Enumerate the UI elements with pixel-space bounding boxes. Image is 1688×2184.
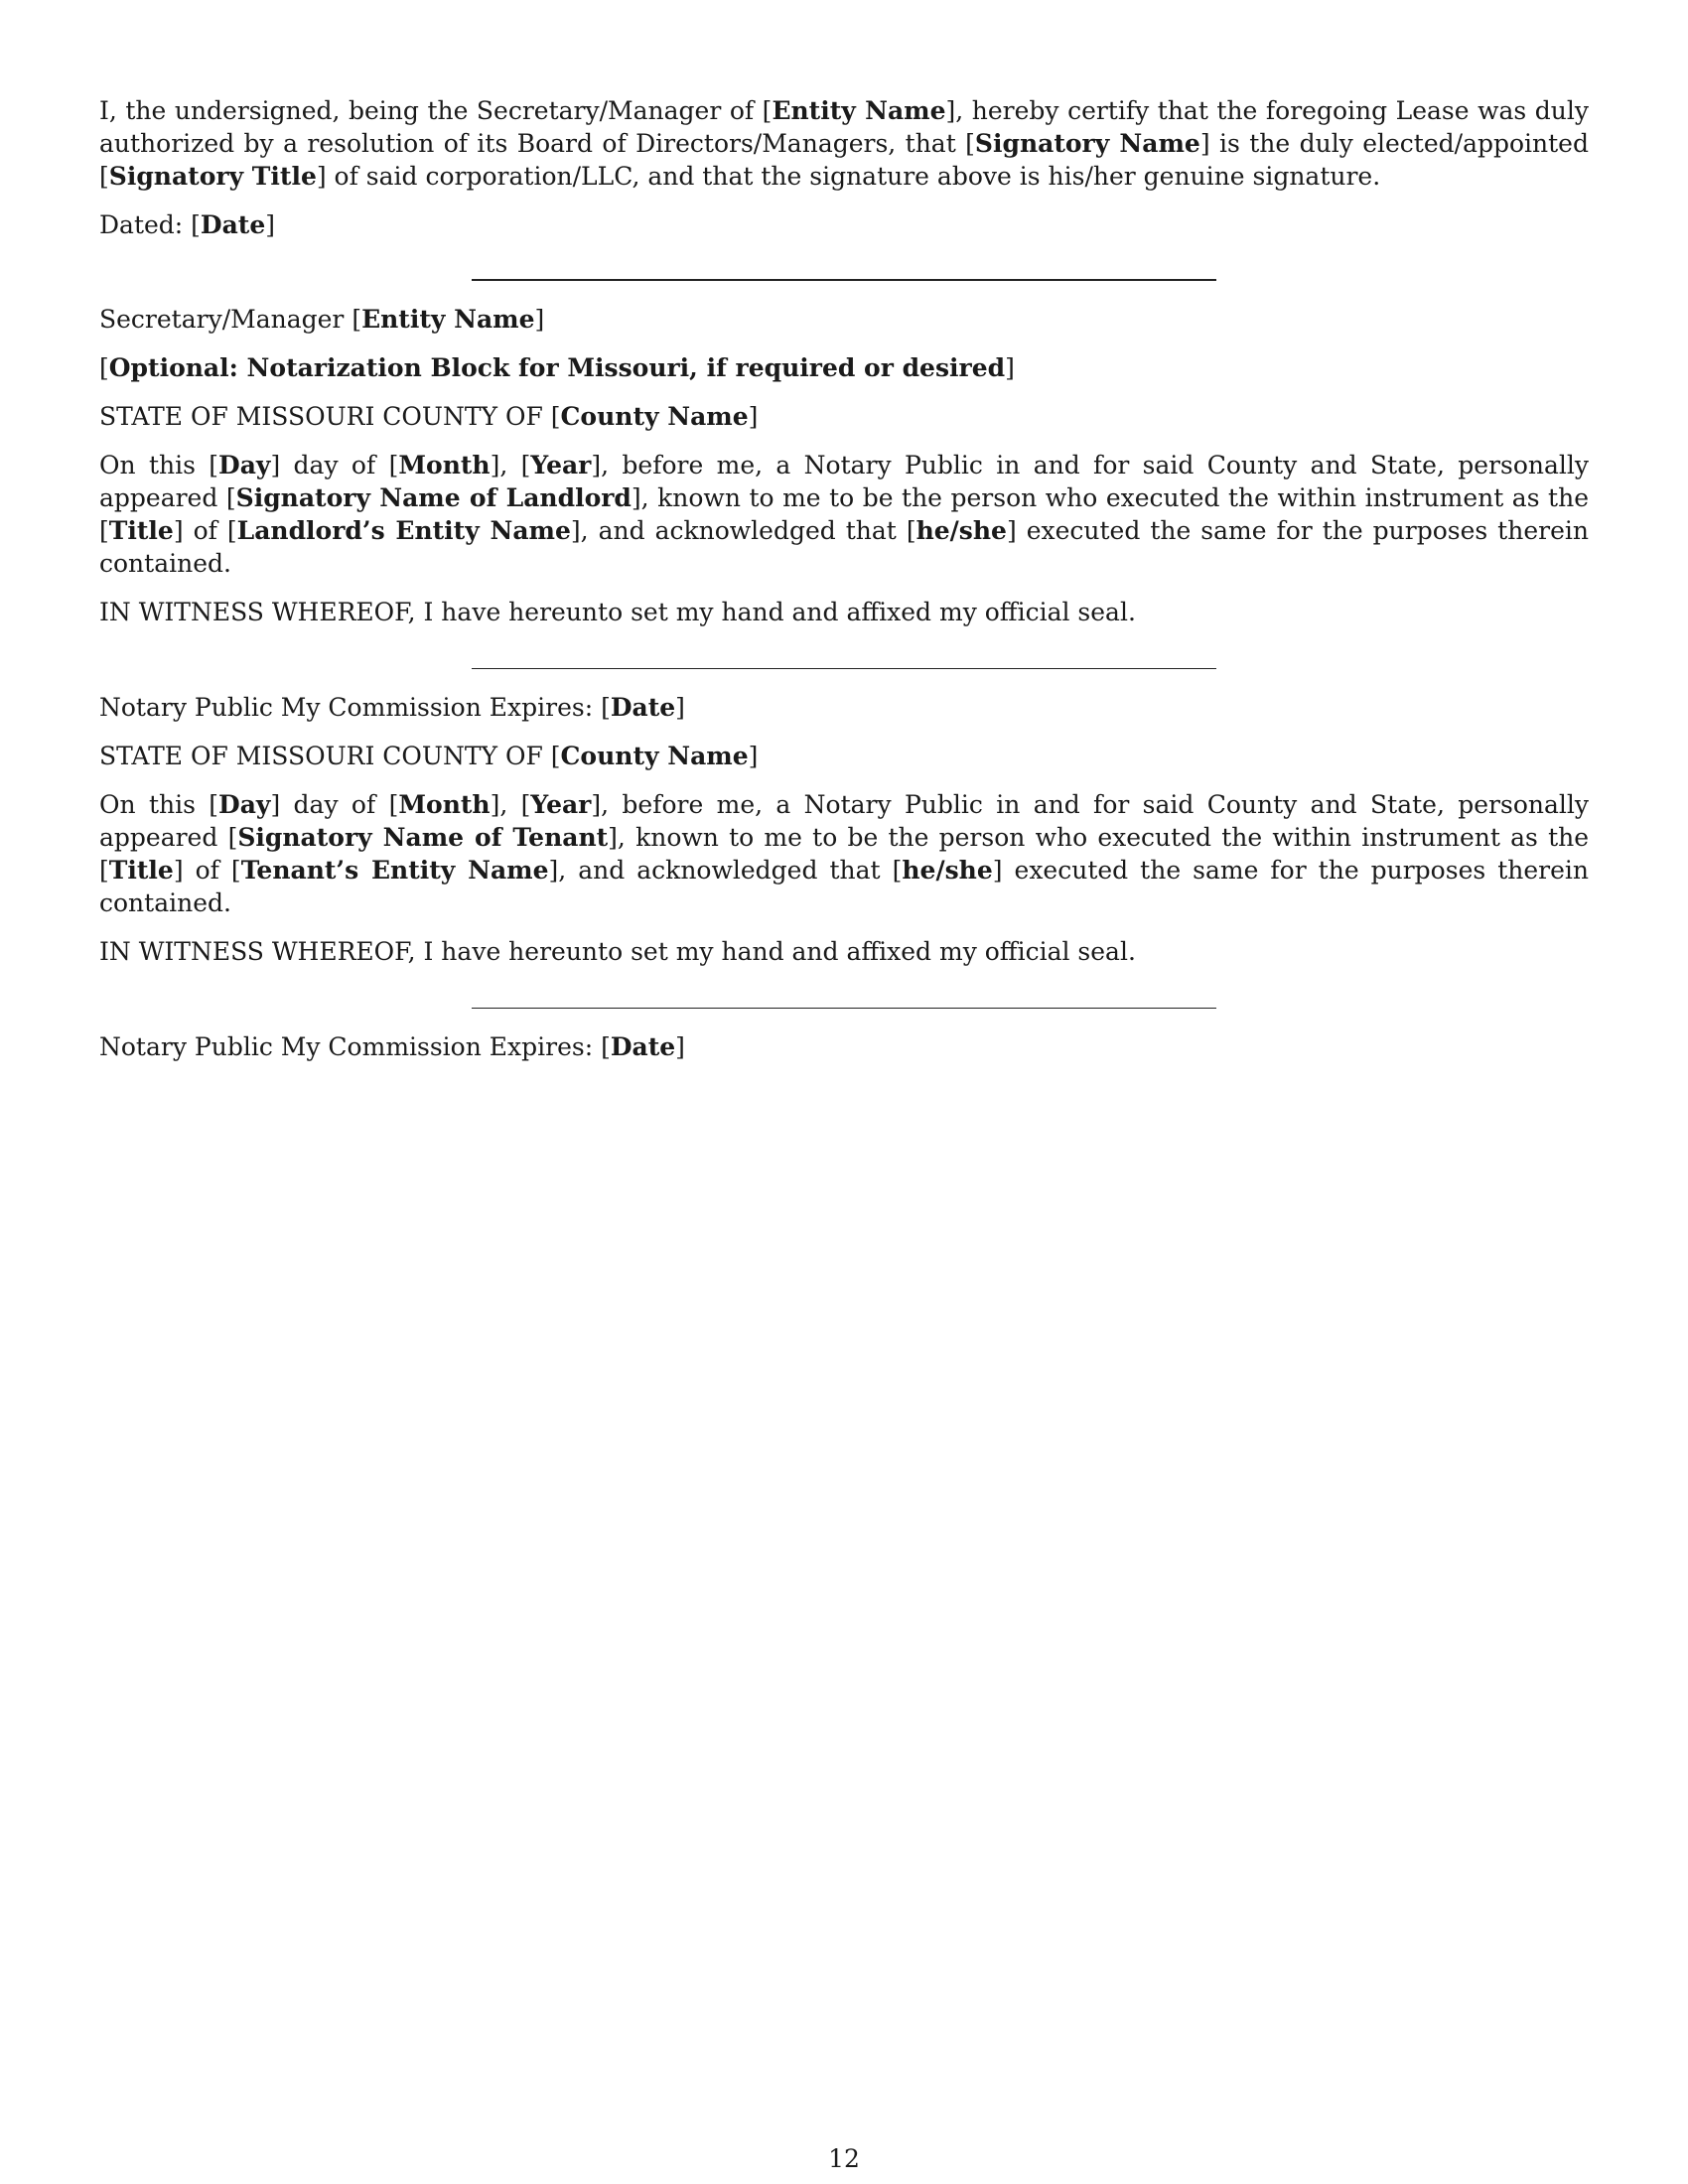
bracket-close: ] <box>1005 353 1015 382</box>
placeholder-month: Month <box>398 451 491 479</box>
text-run: On this [ <box>99 790 219 819</box>
placeholder-date: Date <box>610 1032 676 1061</box>
placeholder-year: Year <box>530 451 592 479</box>
placeholder-date: Date <box>200 210 266 239</box>
tenant-commission-expires-line <box>99 1030 1589 1063</box>
text-run: ] of said corporation/LLC, and that the signature above is his/her genuine signature. <box>316 162 1381 191</box>
text-run: ] day of [ <box>270 790 399 819</box>
landlord-witness-line: IN WITNESS WHEREOF, I have hereunto set my hand and affixed my official seal. <box>99 598 1136 626</box>
placeholder-year: Year <box>530 790 592 819</box>
placeholder-title: Title <box>108 856 174 885</box>
optional-notarization-heading <box>99 351 1589 384</box>
bracket-close: ] <box>748 402 759 431</box>
placeholder-month: Month <box>398 790 491 819</box>
placeholder-signatory-name-tenant: Signatory Name of Tenant <box>237 823 609 852</box>
placeholder-county-name: County Name <box>560 742 749 770</box>
placeholder-day: Day <box>218 790 271 819</box>
dated-label: Dated: [ <box>99 210 201 239</box>
placeholder-pronoun: he/she <box>902 856 993 885</box>
text-run: ], before me, a Notary Public in and for said County and State, personally appeared [ <box>99 451 1589 512</box>
certification-paragraph <box>99 94 1589 193</box>
bracket-close: ] <box>265 210 276 239</box>
text-run: ], and acknowledged that [ <box>548 856 903 885</box>
placeholder-tenant-entity-name: Tenant’s Entity Name <box>240 856 549 885</box>
bracket-close: ] <box>675 693 685 722</box>
text-run: ], [ <box>490 451 531 479</box>
placeholder-landlord-entity-name: Landlord’s Entity Name <box>236 516 571 545</box>
secretary-signature-caption <box>99 303 1589 336</box>
placeholder-title: Title <box>108 516 174 545</box>
landlord-commission-expires-line <box>99 691 1589 724</box>
placeholder-signatory-title: Signatory Title <box>108 162 317 191</box>
placeholder-signatory-name-landlord: Signatory Name of Landlord <box>235 483 632 512</box>
tenant-witness-line: IN WITNESS WHEREOF, I have hereunto set my hand and affixed my official seal. <box>99 937 1136 966</box>
text-run: ] executed the same for the purposes therein contained. <box>99 516 1589 578</box>
landlord-notary-signature-line <box>472 668 1216 669</box>
secretary-label: Secretary/Manager [ <box>99 305 362 334</box>
text-run: ] of [ <box>173 516 237 545</box>
text-run: ], and acknowledged that [ <box>570 516 916 545</box>
bracket-close: ] <box>675 1032 685 1061</box>
tenant-notary-signature-line <box>472 1008 1216 1009</box>
placeholder-day: Day <box>218 451 271 479</box>
text-run: ], hereby certify that the foregoing Lease was duly authorized by a resolution of its Board of Directors/Managers, that [ <box>99 96 1589 158</box>
landlord-acknowledgment-paragraph <box>99 449 1589 580</box>
text-run: ] of [ <box>173 856 241 885</box>
placeholder-signatory-name: Signatory Name <box>974 129 1200 158</box>
page-number: 12 <box>828 2144 860 2173</box>
text-run: ], known to me to be the person who executed the within instrument as the [ <box>99 823 1590 885</box>
commission-expires-label: Notary Public My Commission Expires: [ <box>99 1032 611 1061</box>
secretary-signature-line <box>472 279 1216 281</box>
dated-line <box>99 208 1589 241</box>
text-run: ], known to me to be the person who executed the within instrument as the [ <box>99 483 1589 545</box>
tenant-state-county-line <box>99 740 1589 772</box>
placeholder-county-name: County Name <box>560 402 749 431</box>
tenant-acknowledgment-paragraph <box>99 788 1589 919</box>
text-run: ] is the duly elected/appointed [ <box>99 129 1589 191</box>
placeholder-entity-name: Entity Name <box>361 305 535 334</box>
state-county-label: STATE OF MISSOURI COUNTY OF [ <box>99 742 561 770</box>
placeholder-entity-name: Entity Name <box>772 96 946 125</box>
document-page <box>99 94 1589 1063</box>
bracket-close: ] <box>534 305 545 334</box>
state-county-label: STATE OF MISSOURI COUNTY OF [ <box>99 402 561 431</box>
bracket-open: [ <box>99 353 109 382</box>
text-run: On this [ <box>99 451 219 479</box>
text-run: ] day of [ <box>270 451 399 479</box>
text-run: ], before me, a Notary Public in and for said County and State, personally appeared [ <box>99 790 1589 852</box>
bracket-close: ] <box>748 742 759 770</box>
text-run: I, the undersigned, being the Secretary/Manager of [ <box>99 96 773 125</box>
landlord-state-county-line <box>99 400 1589 433</box>
text-run: ] executed the same for the purposes therein contained. <box>99 856 1589 917</box>
commission-expires-label: Notary Public My Commission Expires: [ <box>99 693 611 722</box>
placeholder-pronoun: he/she <box>915 516 1007 545</box>
placeholder-date: Date <box>610 693 676 722</box>
optional-heading-text: Optional: Notarization Block for Missouri, if required or desired <box>108 353 1006 382</box>
text-run: ], [ <box>490 790 531 819</box>
